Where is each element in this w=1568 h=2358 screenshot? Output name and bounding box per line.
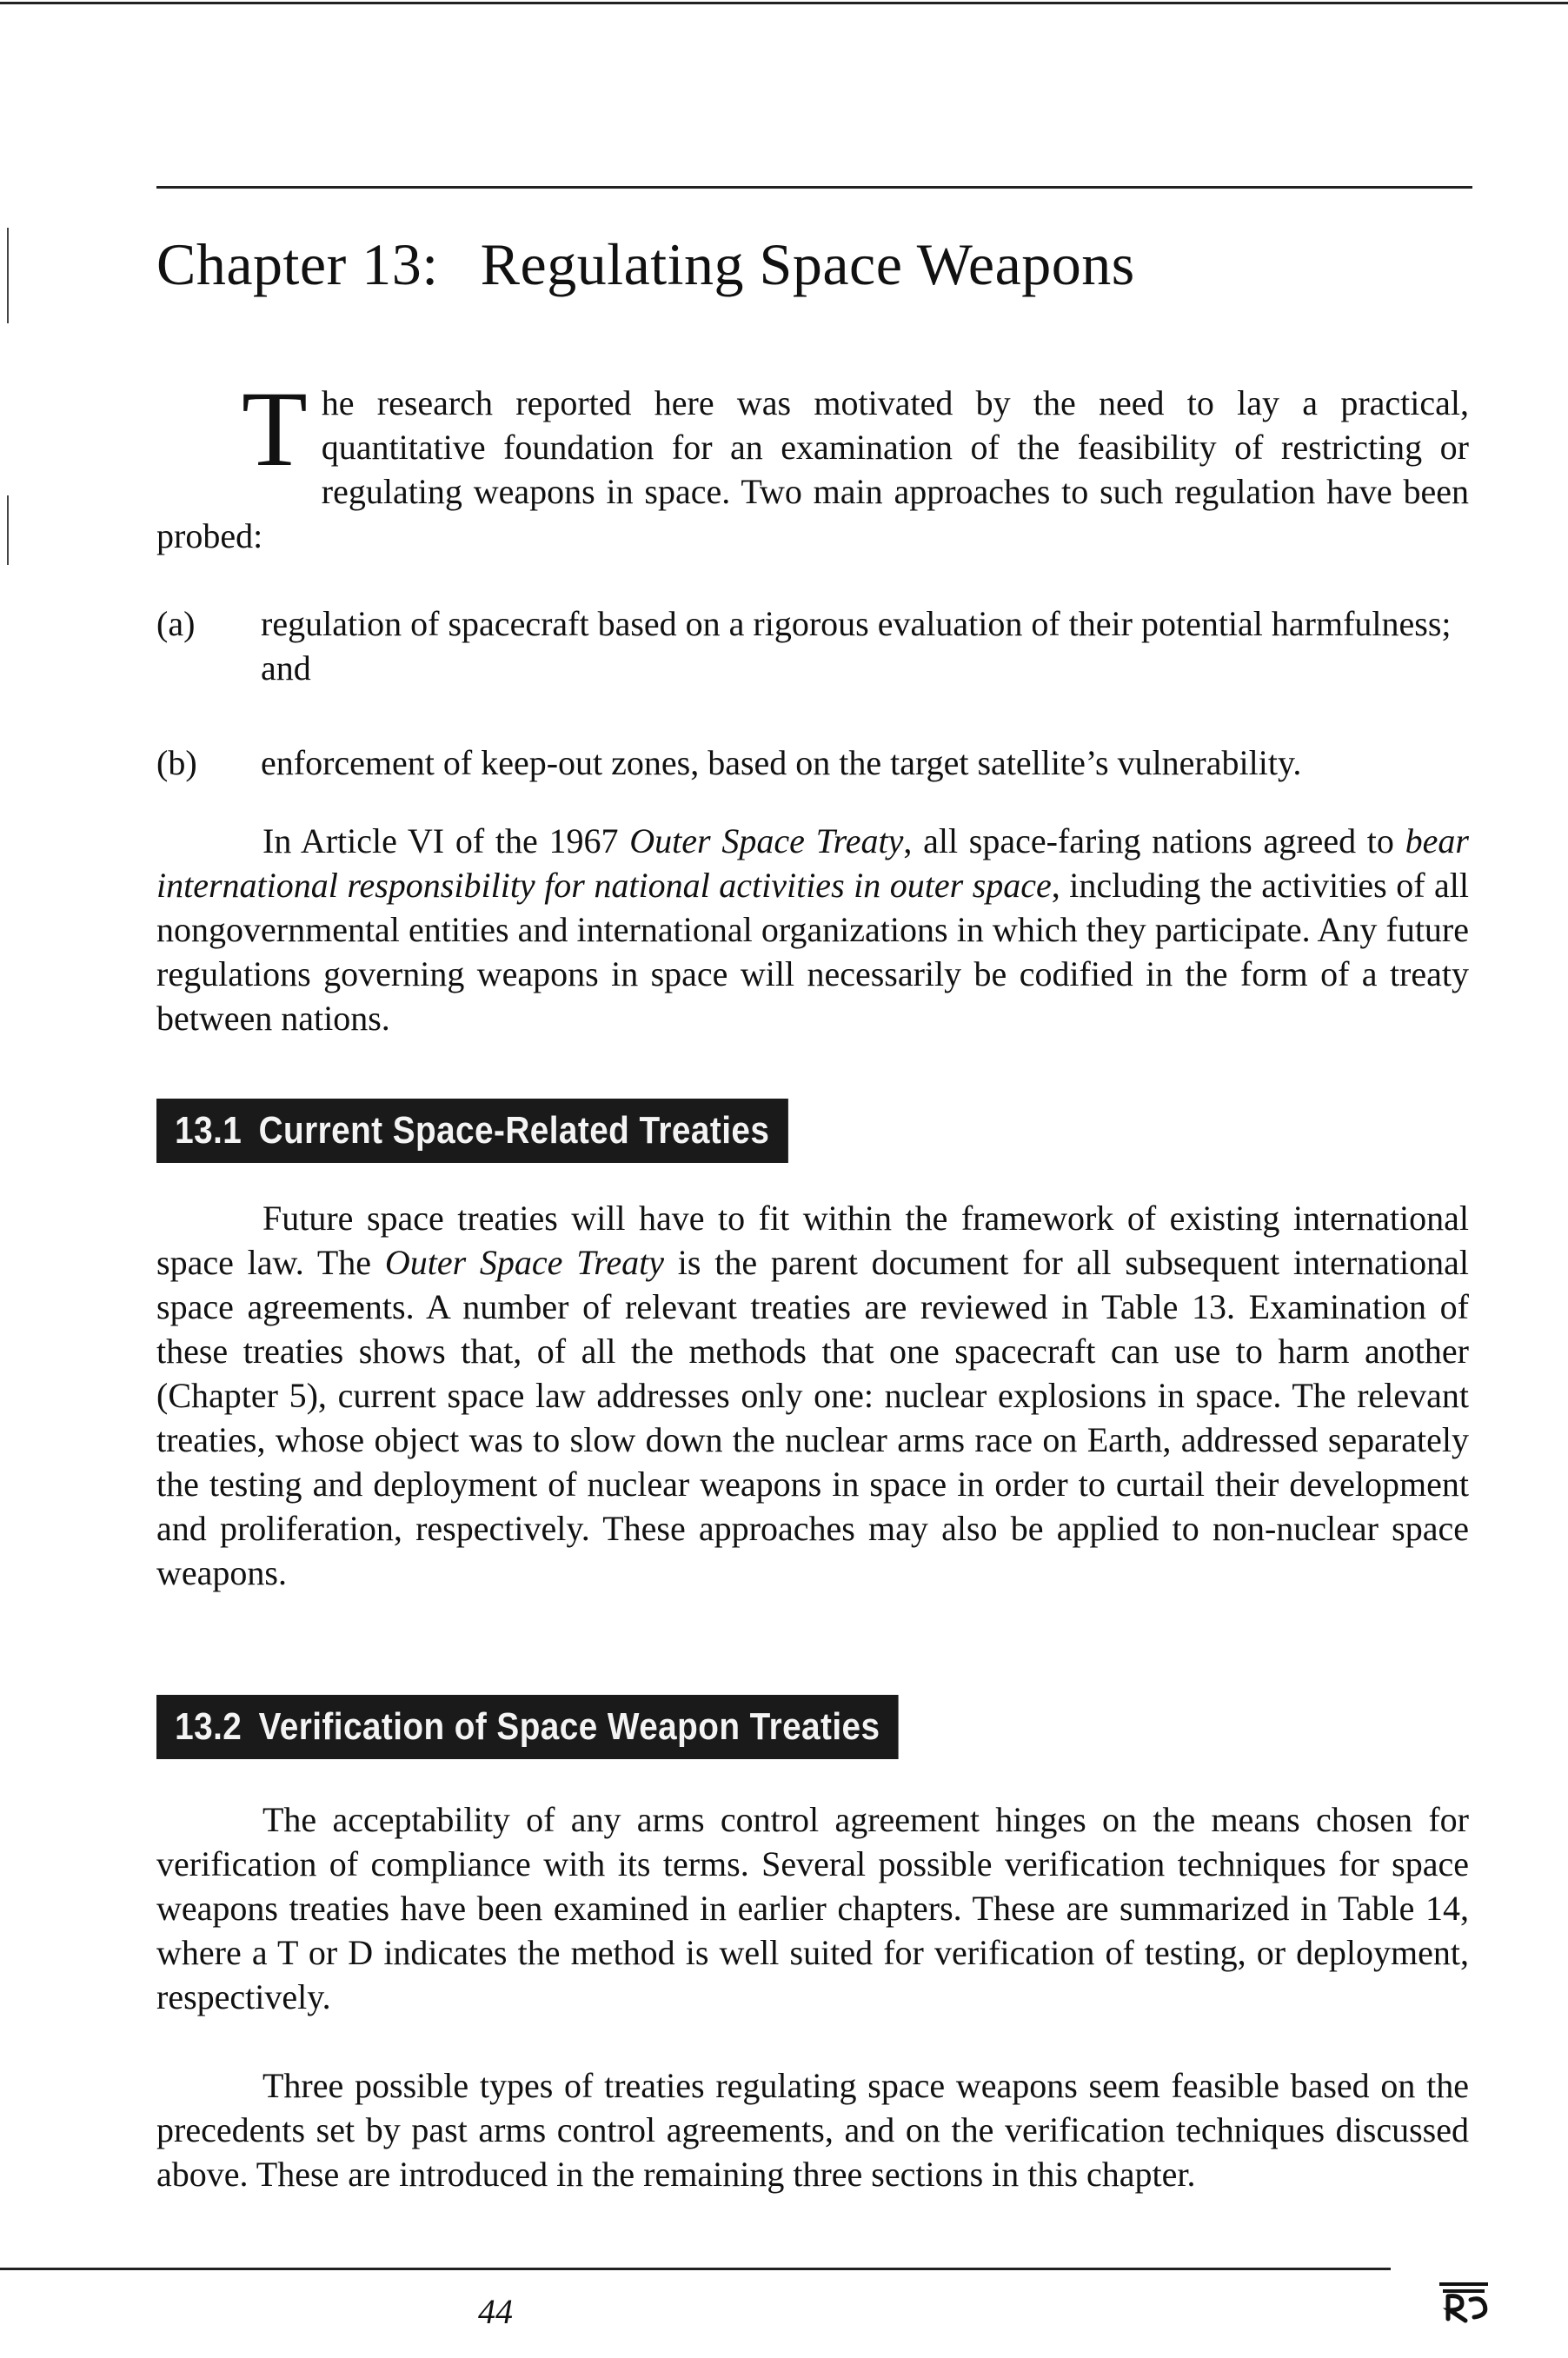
section-number: 13.2	[175, 1705, 243, 1748]
section-title: Current Space-Related Treaties	[258, 1109, 770, 1152]
intro-text: he research reported here was motivated by the need to lay a practical, quantitative foundation for an examination of the feasibility of restricting or regulating weapons in space. Two main approaches to such regulation have been probed:	[156, 383, 1469, 555]
publisher-logo-icon	[1436, 2275, 1492, 2324]
top-rule	[0, 2, 1568, 4]
text-run: In Article VI of the 1967	[262, 821, 630, 860]
emphasis-text: bear international responsibility for national activities in outer space	[156, 821, 1469, 905]
section-number: 13.1	[175, 1109, 243, 1152]
list-item-b	[156, 741, 1469, 785]
section-heading-13-1	[156, 1099, 787, 1163]
section-2-paragraph-1: The acceptability of any arms control agreement hinges on the means chosen for verification of compliance with its terms. Several possible verification techniques for space weapons treaties have been examined in earlier chapters. These are summarized in Table 14, where a T or D indicates the method is well suited for verification of testing, or deployment, respectively.	[156, 1800, 1469, 2016]
article-paragraph	[156, 819, 1469, 1040]
chapter-label: Chapter 13:	[156, 231, 439, 297]
section-1-paragraph	[156, 1196, 1469, 1595]
list-label: (b)	[156, 743, 197, 782]
section-2-paragraph-2: Three possible types of treaties regulating space weapons seem feasible based on the precedents set by past arms control agreements, and on the verification techniques discussed above. These are introduced in the remaining three sections in this chapter.	[156, 2066, 1469, 2194]
list-label: (a)	[156, 604, 196, 643]
footer-rule	[0, 2268, 1391, 2270]
chapter-title: Regulating Space Weapons	[480, 231, 1135, 297]
section-heading-13-2	[156, 1695, 899, 1759]
text-run: is the parent document for all subsequent international space agreements. A number of relevant treaties are reviewed in Table 13. Examination of these treaties shows that, of all the methods that one spacecraft can use to harm another (Chapter 5), current space law addresses only one: nuclear explosions in space. The relevant treaties, whose object was to slow down the nuclear arms race on Earth, addressed separately the testing and deployment of nuclear weapons in space in order to curtail their development and proliferation, respectively. These approaches may also be applied to non-nuclear space weapons.	[156, 1243, 1470, 1592]
text-run: , including the activities of all nongovernmental entities and international organizations in which they participate. Any future regulations governing weapons in space will necessarily be codified in the form of a treaty between nations.	[156, 866, 1470, 1038]
list-text: enforcement of keep-out zones, based on the target satellite’s vulnerability.	[261, 743, 1302, 782]
text-run: , all space-faring nations agreed to	[903, 821, 1405, 860]
text-run: Future space treaties will have to fit within the framework of existing international space law. The	[156, 1199, 1469, 1282]
treaty-name: Outer Space Treaty	[629, 821, 904, 860]
list-text: regulation of spacecraft based on a rigorous evaluation of their potential harmfulness; and	[261, 604, 1452, 687]
treaty-name: Outer Space Treaty	[384, 1243, 664, 1282]
page-number: 44	[478, 2292, 513, 2331]
scan-margin-mark	[7, 228, 9, 323]
section-title: Verification of Space Weapon Treaties	[258, 1705, 880, 1748]
header-rule	[156, 186, 1472, 189]
scan-margin-mark	[7, 495, 9, 565]
list-item-a	[156, 601, 1469, 690]
chapter-heading	[156, 231, 1135, 297]
intro-paragraph	[156, 369, 1469, 558]
drop-cap: T	[242, 369, 308, 488]
